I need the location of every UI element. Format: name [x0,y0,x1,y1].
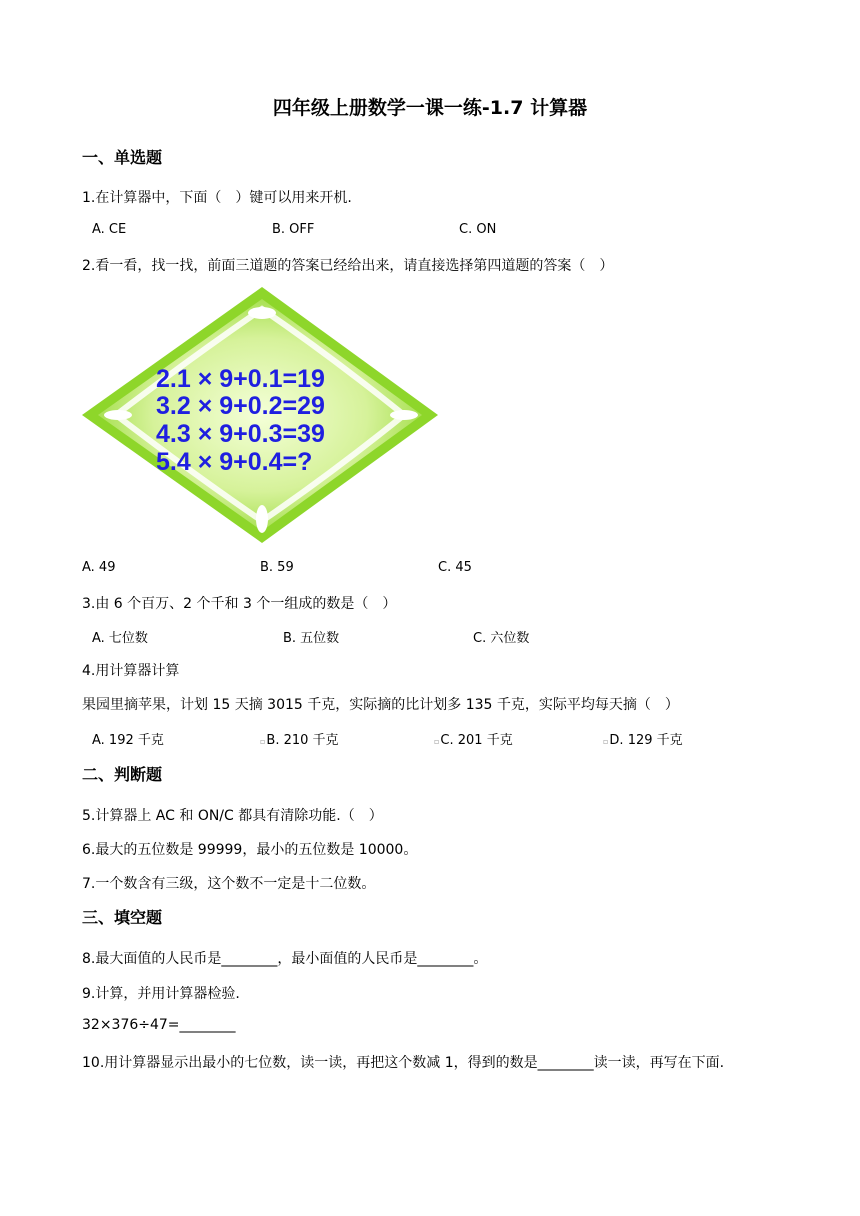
question-9-expression: 32×376÷47=________ [82,1017,236,1033]
question-8: 8.最大面值的人民币是________，最小面值的人民币是________。 [82,951,488,967]
question-2: 2.看一看，找一找，前面三道题的答案已经给出来，请直接选择第四道题的答案（ ） [82,258,614,274]
q1-option-a[interactable]: A. CE [92,222,127,237]
question-4-heading: 4.用计算器计算 [82,663,180,679]
q1-option-c[interactable]: C. ON [459,222,497,237]
section-heading-single-choice: 一、单选题 [82,148,163,167]
q4-option-c-label: C. 201 千克 [440,733,513,748]
q1-option-b[interactable]: B. OFF [272,222,315,237]
equation-line-1: 2.1 × 9+0.1=19 [156,365,325,393]
question-10: 10.用计算器显示出最小的七位数，读一读，再把这个数减 1，得到的数是________读一读，再写在下面. [82,1055,725,1071]
question-9: 9.计算，并用计算器检验. [82,986,240,1002]
equation-line-4: 5.4 × 9+0.4=? [156,448,313,476]
option-marker-icon: ▫ [603,737,609,746]
q3-option-c[interactable]: C. 六位数 [473,631,530,646]
q4-option-b-label: B. 210 千克 [266,733,339,748]
question-4-body: 果园里摘苹果，计划 15 天摘 3015 千克，实际摘的比计划多 135 千克，实际平均每天摘（ ） [82,697,679,713]
equation-line-3: 4.3 × 9+0.3=39 [156,420,325,448]
equation-diamond-figure [82,287,438,543]
question-6: 6.最大的五位数是 99999，最小的五位数是 10000。 [82,842,418,858]
q3-option-b[interactable]: B. 五位数 [283,631,340,646]
q2-option-a[interactable]: A. 49 [82,560,116,575]
option-marker-icon: ▫ [260,737,266,746]
q4-option-d[interactable] [603,729,683,748]
q2-option-b[interactable]: B. 59 [260,560,294,575]
q4-option-c[interactable] [434,729,513,748]
q4-option-b[interactable] [260,729,339,748]
q4-option-d-label: D. 129 千克 [609,733,683,748]
q2-option-c[interactable]: C. 45 [438,560,472,575]
q3-option-a[interactable]: A. 七位数 [92,631,148,646]
section-heading-fill-in: 三、填空题 [82,908,163,927]
question-1: 1.在计算器中，下面（ ）键可以用来开机. [82,190,352,206]
section-heading-true-false: 二、判断题 [82,765,163,784]
page-title: 四年级上册数学一课一练-1.7 计算器 [272,97,588,119]
q4-option-a[interactable]: A. 192 千克 [92,733,164,748]
question-5: 5.计算器上 AC 和 ON/C 都具有清除功能.（ ） [82,808,383,824]
equation-line-2: 3.2 × 9+0.2=29 [156,392,325,420]
question-3: 3.由 6 个百万、2 个千和 3 个一组成的数是（ ） [82,596,397,612]
question-7: 7.一个数含有三级，这个数不一定是十二位数。 [82,876,376,892]
option-marker-icon: ▫ [434,737,440,746]
